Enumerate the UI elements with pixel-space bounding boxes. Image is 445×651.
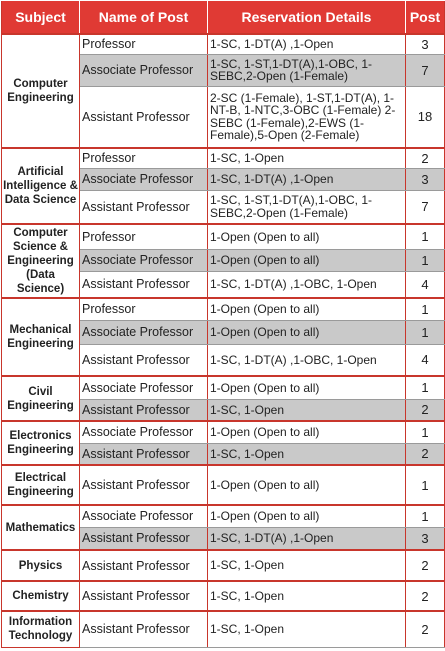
reservation-details-cell: 1-SC, 1-DT(A) ,1-OBC, 1-Open [208,344,406,376]
post-count-cell: 2 [406,148,445,168]
post-name-cell: Assistant Professor [80,344,208,376]
reservation-details-cell: 1-SC, 1-Open [208,148,406,168]
post-count-cell: 2 [406,399,445,421]
reservation-details-cell: 1-SC, 1-Open [208,581,406,611]
reservation-details-cell: 1-SC, 1-ST,1-DT(A),1-OBC, 1-SEBC,2-Open (1-Female) [208,54,406,86]
post-count-cell: 7 [406,54,445,86]
post-count-cell: 2 [406,581,445,611]
post-count-cell: 1 [406,376,445,399]
subject-cell: Computer Science & Engineering (Data Science) [2,224,80,298]
reservation-details-cell: 1-Open (Open to all) [208,224,406,249]
post-count-cell: 2 [406,611,445,647]
table-body [2,34,445,647]
table-row [2,581,445,611]
reservation-details-cell: 1-SC, 1-ST,1-DT(A),1-OBC, 1-SEBC,2-Open (1-Female) [208,190,406,224]
reservation-details-cell: 1-SC, 1-DT(A) ,1-Open [208,168,406,190]
post-name-cell: Assistant Professor [80,190,208,224]
header-reservation-details: Reservation Details [208,1,406,34]
table-row [2,465,445,505]
post-count-cell: 18 [406,86,445,148]
post-name-cell: Assistant Professor [80,399,208,421]
post-name-cell: Assistant Professor [80,581,208,611]
reservation-details-cell: 1-SC, 1-Open [208,399,406,421]
reservation-details-cell: 1-SC, 1-Open [208,550,406,581]
header-row [2,1,445,34]
post-count-cell: 4 [406,271,445,298]
post-count-cell: 4 [406,344,445,376]
post-name-cell: Associate Professor [80,376,208,399]
table-row [2,550,445,581]
reservation-details-cell: 1-SC, 1-Open [208,443,406,465]
reservation-details-cell: 1-SC, 1-Open [208,611,406,647]
subject-cell: Computer Engineering [2,34,80,148]
reservation-details-cell: 1-SC, 1-DT(A) ,1-Open [208,34,406,54]
post-name-cell: Associate Professor [80,249,208,271]
header-post-count: Post [406,1,445,34]
post-name-cell: Associate Professor [80,421,208,443]
table-row [2,298,445,320]
table-row [2,34,445,54]
post-count-cell: 2 [406,443,445,465]
header-subject: Subject [2,1,80,34]
post-name-cell: Professor [80,34,208,54]
post-name-cell: Assistant Professor [80,527,208,550]
subject-cell: Chemistry [2,581,80,611]
reservation-details-cell: 1-Open (Open to all) [208,421,406,443]
post-count-cell: 1 [406,249,445,271]
reservation-details-cell: 1-Open (Open to all) [208,298,406,320]
subject-cell: Information Technology [2,611,80,647]
post-count-cell: 1 [406,505,445,527]
reservation-details-cell: 1-SC, 1-DT(A) ,1-OBC, 1-Open [208,271,406,298]
post-name-cell: Professor [80,224,208,249]
reservation-details-cell: 1-SC, 1-DT(A) ,1-Open [208,527,406,550]
post-name-cell: Assistant Professor [80,271,208,298]
post-count-cell: 3 [406,527,445,550]
table-row [2,421,445,443]
post-name-cell: Assistant Professor [80,443,208,465]
table-row [2,376,445,399]
post-count-cell: 2 [406,550,445,581]
post-name-cell: Associate Professor [80,168,208,190]
post-count-cell: 1 [406,465,445,505]
reservation-details-cell: 1-Open (Open to all) [208,505,406,527]
reservation-table [1,1,445,648]
subject-cell: Artificial Intelligence & Data Science [2,148,80,224]
table-row [2,224,445,249]
subject-cell: Civil Engineering [2,376,80,421]
subject-cell: Mathematics [2,505,80,550]
subject-cell: Electronics Engineering [2,421,80,465]
reservation-details-cell: 1-Open (Open to all) [208,320,406,344]
post-name-cell: Assistant Professor [80,86,208,148]
reservation-details-cell: 1-Open (Open to all) [208,249,406,271]
post-count-cell: 1 [406,421,445,443]
post-name-cell: Assistant Professor [80,550,208,581]
reservation-details-cell: 1-Open (Open to all) [208,376,406,399]
post-name-cell: Professor [80,298,208,320]
post-name-cell: Assistant Professor [80,465,208,505]
subject-cell: Electrical Engineering [2,465,80,505]
table-row [2,611,445,647]
table-row [2,505,445,527]
post-name-cell: Assistant Professor [80,611,208,647]
post-count-cell: 1 [406,320,445,344]
post-name-cell: Associate Professor [80,505,208,527]
reservation-details-cell: 1-Open (Open to all) [208,465,406,505]
reservation-details-cell: 2-SC (1-Female), 1-ST,1-DT(A), 1-NT-B, 1-NTC,3-OBC (1-Female) 2-SEBC (1-Female),2-EWS (1-Female),5-Open (2-Female) [208,86,406,148]
post-count-cell: 3 [406,34,445,54]
subject-cell: Mechanical Engineering [2,298,80,376]
header-name-of-post: Name of Post [80,1,208,34]
subject-cell: Physics [2,550,80,581]
post-name-cell: Associate Professor [80,320,208,344]
post-name-cell: Professor [80,148,208,168]
post-name-cell: Associate Professor [80,54,208,86]
post-count-cell: 1 [406,224,445,249]
post-count-cell: 7 [406,190,445,224]
post-count-cell: 3 [406,168,445,190]
post-count-cell: 1 [406,298,445,320]
table-row [2,148,445,168]
